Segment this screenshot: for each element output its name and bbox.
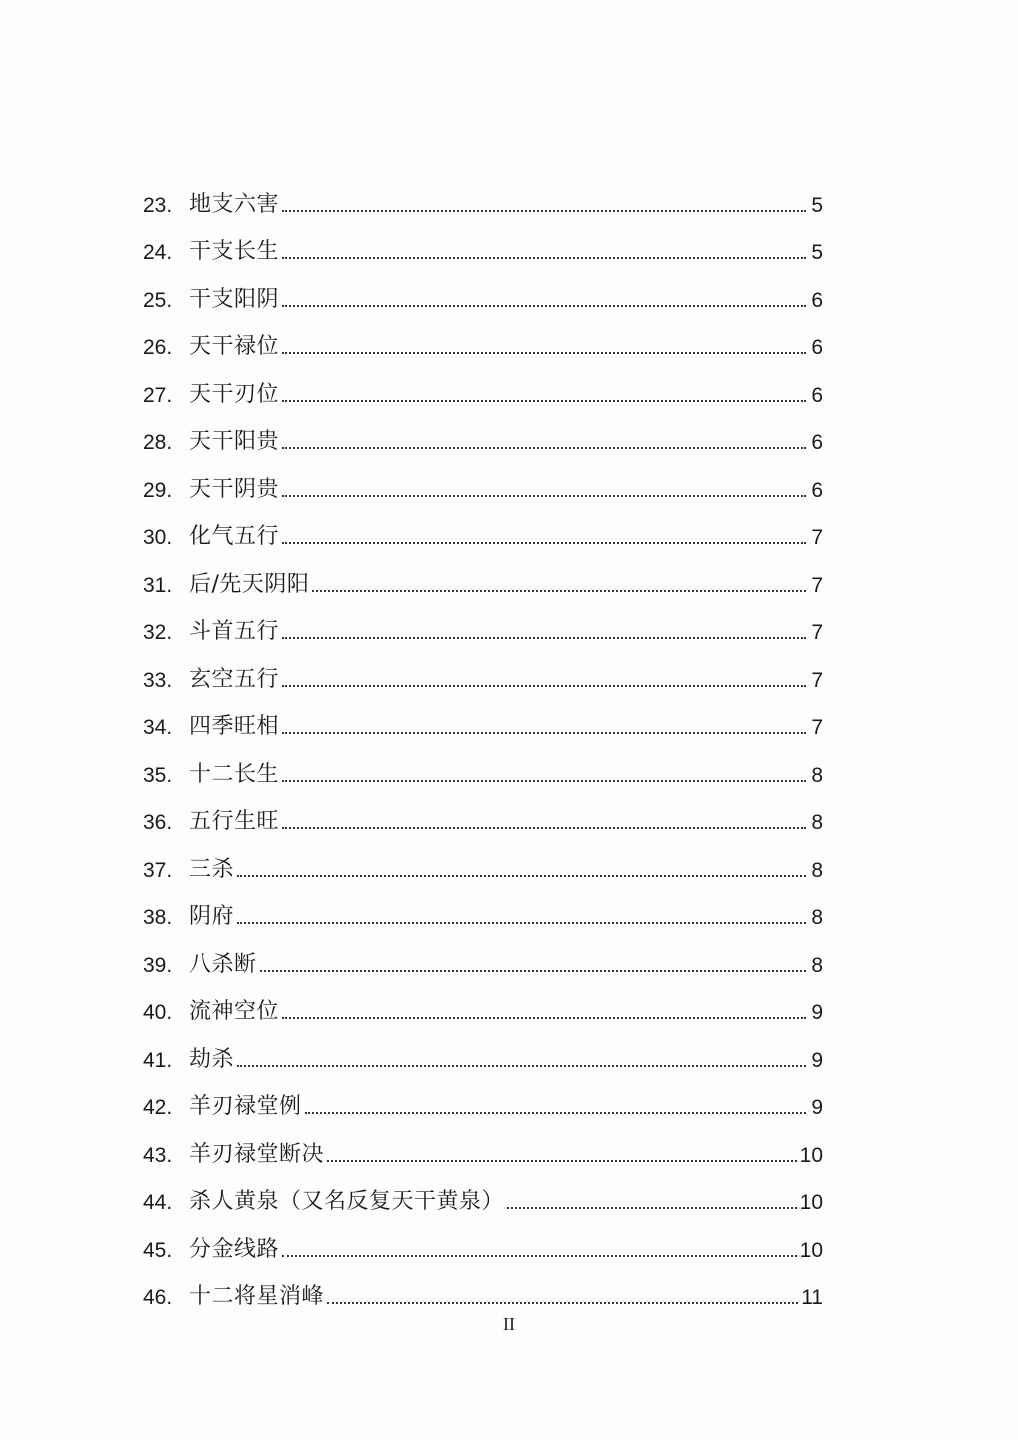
toc-entry xyxy=(143,1118,823,1166)
toc-entry-title: 玄空五行 xyxy=(189,666,280,692)
toc-entry-title: 八杀断 xyxy=(189,951,257,977)
toc-entry-page: 5 xyxy=(811,193,823,217)
toc-entry-title: 十二将星消峰 xyxy=(189,1284,325,1309)
toc-entry xyxy=(143,453,823,501)
toc-entry xyxy=(143,406,823,454)
toc-entry xyxy=(143,501,823,549)
toc-entry-number: 30. xyxy=(143,526,173,549)
toc-entry xyxy=(143,216,823,264)
toc-entry-page: 9 xyxy=(811,1001,823,1024)
toc-entry-title: 斗首五行 xyxy=(189,619,280,644)
toc-entry-title: 羊刃禄堂断决 xyxy=(189,1141,325,1167)
toc-entry xyxy=(143,691,823,739)
toc-dot-leader xyxy=(282,352,806,354)
toc-dot-leader xyxy=(260,970,806,972)
toc-dot-leader xyxy=(282,495,806,497)
toc-entry-title: 干支阳阴 xyxy=(189,286,280,312)
toc-entry-title: 后/先天阴阳 xyxy=(189,571,310,597)
toc-dot-leader xyxy=(282,827,806,829)
toc-entry-number: 41. xyxy=(143,1048,173,1072)
toc-dot-leader xyxy=(282,1255,797,1257)
toc-entry-number: 44. xyxy=(143,1191,173,1214)
toc-entry-number: 33. xyxy=(143,668,173,692)
toc-dot-leader xyxy=(282,685,806,687)
toc-entry-number: 31. xyxy=(143,573,173,597)
toc-entry-number: 26. xyxy=(143,336,173,359)
toc-entry-title: 化气五行 xyxy=(189,524,280,549)
toc-entry-page: 7 xyxy=(811,621,823,644)
toc-entry-title: 杀人黄泉（又名反复天干黄泉） xyxy=(189,1189,505,1214)
toc-entry-number: 36. xyxy=(143,811,173,834)
toc-entry-number: 40. xyxy=(143,1001,173,1024)
toc-dot-leader xyxy=(327,1302,798,1304)
toc-entry-title: 五行生旺 xyxy=(189,809,280,834)
toc-entry-title: 干支长生 xyxy=(189,239,280,264)
toc-entry xyxy=(143,1213,823,1261)
toc-entry-page: 8 xyxy=(811,906,823,929)
toc-dot-leader xyxy=(282,732,806,734)
toc-entry-title: 地支六害 xyxy=(189,191,280,217)
toc-dot-leader xyxy=(237,922,806,924)
toc-entry xyxy=(143,358,823,406)
toc-dot-leader xyxy=(282,447,806,449)
toc-entry-page: 6 xyxy=(811,478,823,502)
toc-entry-page: 8 xyxy=(811,763,823,787)
toc-entry-number: 34. xyxy=(143,716,173,739)
toc-entry-page: 5 xyxy=(811,241,823,264)
toc-entry xyxy=(143,1023,823,1071)
toc-dot-leader xyxy=(282,780,806,782)
toc-entry-page: 8 xyxy=(811,858,823,882)
toc-entry-page: 7 xyxy=(811,573,823,597)
toc-entry-page: 10 xyxy=(799,1191,823,1214)
toc-entry xyxy=(143,786,823,834)
toc-entry xyxy=(143,596,823,644)
toc-dot-leader xyxy=(305,1112,806,1114)
toc-entry-page: 6 xyxy=(811,288,823,312)
toc-entry xyxy=(143,548,823,596)
page-number: II xyxy=(503,1314,515,1334)
toc-entry-title: 四季旺相 xyxy=(189,714,280,739)
toc-dot-leader xyxy=(282,637,806,639)
toc-entry-page: 10 xyxy=(799,1143,823,1167)
toc-entry xyxy=(143,928,823,976)
toc-entry xyxy=(143,833,823,881)
toc-entry-page: 9 xyxy=(811,1096,823,1119)
toc-entry-number: 46. xyxy=(143,1286,173,1309)
toc-entry xyxy=(143,311,823,359)
toc-entry-number: 24. xyxy=(143,241,173,264)
toc-dot-leader xyxy=(282,305,806,307)
toc-entry xyxy=(143,168,823,216)
toc-entry xyxy=(143,976,823,1024)
toc-dot-leader xyxy=(282,257,806,259)
toc-entry xyxy=(143,1071,823,1119)
toc-entry-title: 十二长生 xyxy=(189,761,280,787)
toc-entry-page: 7 xyxy=(811,668,823,692)
table-of-contents xyxy=(143,168,823,1308)
toc-entry-page: 9 xyxy=(811,1048,823,1072)
toc-dot-leader xyxy=(327,1160,797,1162)
toc-entry-number: 35. xyxy=(143,763,173,787)
toc-entry-page: 11 xyxy=(801,1286,823,1309)
toc-entry-page: 6 xyxy=(811,336,823,359)
toc-entry-number: 38. xyxy=(143,906,173,929)
toc-dot-leader xyxy=(237,1065,806,1067)
toc-entry-number: 43. xyxy=(143,1143,173,1167)
toc-entry-title: 天干阴贵 xyxy=(189,476,280,502)
toc-entry-number: 28. xyxy=(143,431,173,454)
toc-entry-number: 25. xyxy=(143,288,173,312)
toc-dot-leader xyxy=(237,875,806,877)
toc-entry-page: 8 xyxy=(811,953,823,977)
toc-entry-page: 7 xyxy=(811,716,823,739)
toc-dot-leader xyxy=(312,590,806,592)
toc-entry-title: 天干禄位 xyxy=(189,334,280,359)
toc-entry-number: 23. xyxy=(143,193,173,217)
toc-dot-leader xyxy=(282,542,806,544)
toc-entry-number: 29. xyxy=(143,478,173,502)
toc-entry-title: 天干刃位 xyxy=(189,381,280,407)
toc-entry-number: 32. xyxy=(143,621,173,644)
toc-entry-page: 8 xyxy=(811,811,823,834)
toc-entry-title: 羊刃禄堂例 xyxy=(189,1094,302,1119)
toc-entry-number: 39. xyxy=(143,953,173,977)
toc-dot-leader xyxy=(282,400,806,402)
toc-entry xyxy=(143,881,823,929)
toc-dot-leader xyxy=(507,1207,797,1209)
toc-entry-title: 劫杀 xyxy=(189,1046,235,1072)
toc-entry-number: 42. xyxy=(143,1096,173,1119)
toc-entry-title: 流神空位 xyxy=(189,999,280,1024)
toc-entry-title: 分金线路 xyxy=(189,1236,280,1262)
toc-entry-number: 45. xyxy=(143,1238,173,1262)
toc-entry-title: 天干阳贵 xyxy=(189,429,280,454)
toc-entry xyxy=(143,738,823,786)
toc-entry-number: 37. xyxy=(143,858,173,882)
toc-entry-title: 三杀 xyxy=(189,856,235,882)
toc-entry xyxy=(143,1261,823,1309)
toc-entry-page: 10 xyxy=(799,1238,823,1262)
toc-dot-leader xyxy=(282,1017,806,1019)
toc-entry-page: 6 xyxy=(811,383,823,407)
toc-dot-leader xyxy=(282,210,806,212)
toc-entry-number: 27. xyxy=(143,383,173,407)
toc-entry-page: 6 xyxy=(811,431,823,454)
toc-entry-page: 7 xyxy=(811,526,823,549)
toc-entry xyxy=(143,263,823,311)
toc-entry xyxy=(143,643,823,691)
toc-entry-title: 阴府 xyxy=(189,904,235,929)
toc-entry xyxy=(143,1166,823,1214)
